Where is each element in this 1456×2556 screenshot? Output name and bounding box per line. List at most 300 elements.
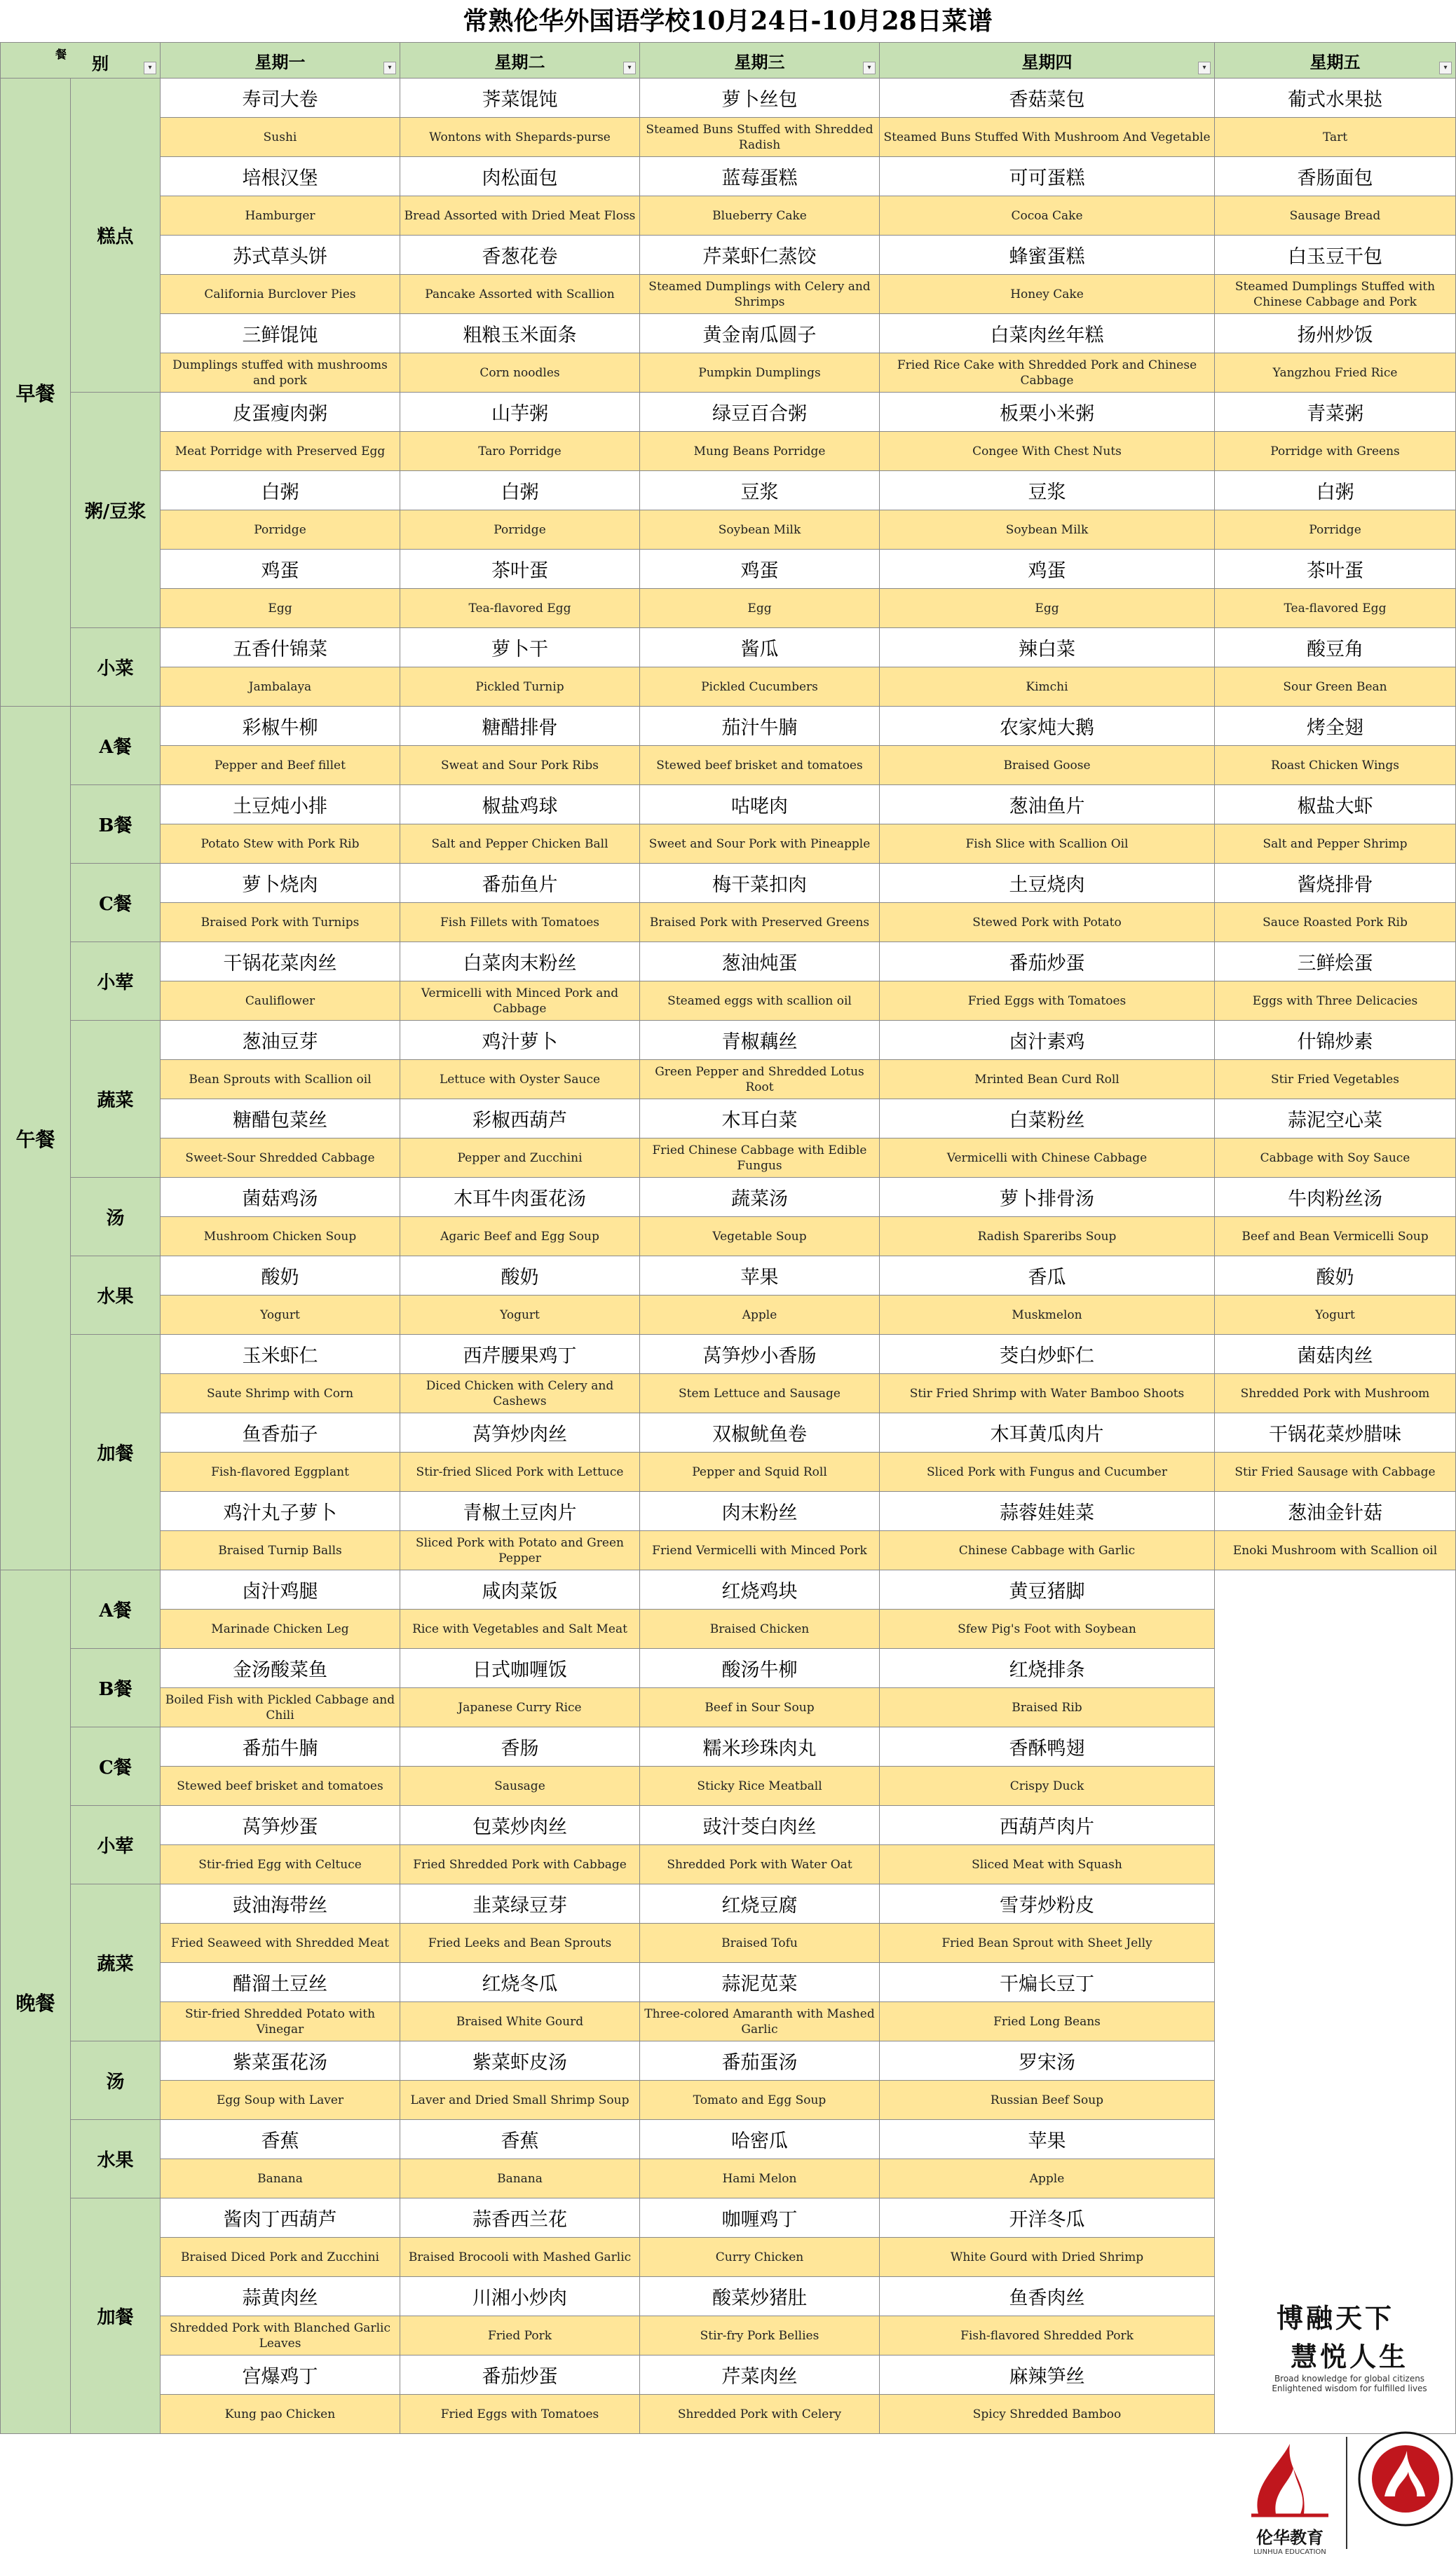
dish-cn: 莴笋炒小香肠: [640, 1335, 880, 1374]
category-text: A餐: [99, 737, 132, 758]
dish-cn: 川湘小炒肉: [400, 2277, 640, 2316]
category-label: [71, 942, 161, 1021]
dish-cn: 哈密瓜: [640, 2120, 880, 2159]
dish-en: Sausage Bread: [1215, 196, 1456, 236]
dish-cn: 荠菜馄饨: [400, 79, 640, 118]
dish-cn: 豆浆: [640, 471, 880, 510]
category-text: 汤: [106, 2072, 125, 2093]
dish-cn: 蒜泥空心菜: [1215, 1099, 1456, 1138]
dish-en: Stir-fried Egg with Celtuce: [161, 1845, 400, 1884]
dish-en: Braised Goose: [880, 746, 1215, 785]
dish-cn: 萝卜干: [400, 628, 640, 667]
dish-en: Yogurt: [400, 1296, 640, 1335]
dish-cn: 皮蛋瘦肉粥: [161, 393, 400, 432]
dish-en: Agaric Beef and Egg Soup: [400, 1217, 640, 1256]
dish-en: Mushroom Chicken Soup: [161, 1217, 400, 1256]
dish-cn: 豆浆: [880, 471, 1215, 510]
dish-en: Shredded Pork with Mushroom: [1215, 1374, 1456, 1413]
dish-en: Porridge: [161, 510, 400, 550]
dish-cn: 鸡汁萝卜: [400, 1021, 640, 1060]
dish-en: Kimchi: [880, 667, 1215, 707]
dish-en: Pepper and Zucchini: [400, 1138, 640, 1178]
dish-en: Fish-flavored Shredded Pork: [880, 2316, 1215, 2356]
menu-row: [1, 667, 1456, 707]
dish-en: Fried Seaweed with Shredded Meat: [161, 1924, 400, 1963]
menu-row: [1, 1296, 1456, 1335]
dish-cn: 白粥: [161, 471, 400, 510]
dish-en: Sticky Rice Meatball: [640, 1767, 880, 1806]
slogan-en-2: Enlightened wisdom for fulfilled lives: [1272, 2383, 1427, 2393]
dish-cn: 卤汁鸡腿: [161, 1570, 400, 1610]
dish-cn: 辣白菜: [880, 628, 1215, 667]
dish-en: Braised Brocooli with Mashed Garlic: [400, 2238, 640, 2277]
menu-row: [1, 236, 1456, 275]
header-day-label: 星期三: [734, 51, 785, 72]
dish-cn: 蒜泥苋菜: [640, 1963, 880, 2002]
dish-cn: 菌菇鸡汤: [161, 1178, 400, 1217]
dish-cn: 白粥: [1215, 471, 1456, 510]
filter-dropdown-icon[interactable]: ▾: [863, 62, 876, 74]
header-day: [1215, 43, 1456, 79]
dish-cn: 五香什锦菜: [161, 628, 400, 667]
category-label: [71, 785, 161, 864]
dish-en: Pickled Cucumbers: [640, 667, 880, 707]
dish-en: Steamed eggs with scallion oil: [640, 981, 880, 1021]
header-day-label: 星期一: [254, 51, 306, 72]
logo-en: LUNHUA EDUCATION: [1253, 2548, 1326, 2556]
dish-en: Meat Porridge with Preserved Egg: [161, 432, 400, 471]
dish-en: Rice with Vegetables and Salt Meat: [400, 1610, 640, 1649]
dish-en: Beef and Bean Vermicelli Soup: [1215, 1217, 1456, 1256]
dish-en: Cocoa Cake: [880, 196, 1215, 236]
category-text: 蔬菜: [97, 1090, 134, 1111]
dish-cn: 土豆烧肉: [880, 864, 1215, 903]
dish-cn: 葱油鱼片: [880, 785, 1215, 824]
dish-en: Sfew Pig's Foot with Soybean: [880, 1610, 1215, 1649]
dish-en: Shredded Pork with Blanched Garlic Leaves: [161, 2316, 400, 2356]
dish-cn: 萝卜烧肉: [161, 864, 400, 903]
dish-en: Fish Fillets with Tomatoes: [400, 903, 640, 942]
menu-row: [1, 1178, 1456, 1217]
category-text: 水果: [97, 1286, 134, 1307]
menu-row: [1, 79, 1456, 118]
dish-en: Shredded Pork with Celery: [640, 2395, 880, 2434]
menu-row: [1, 1099, 1456, 1138]
dish-en: Apple: [640, 1296, 880, 1335]
dish-en: Egg: [640, 589, 880, 628]
dish-en: Mrinted Bean Curd Roll: [880, 1060, 1215, 1099]
category-text: 加餐: [97, 1443, 134, 1464]
dish-en: Cabbage with Soy Sauce: [1215, 1138, 1456, 1178]
menu-row: [1, 1374, 1456, 1413]
menu-row: [1, 471, 1456, 510]
dish-en: Radish Spareribs Soup: [880, 1217, 1215, 1256]
menu-row: [1, 157, 1456, 196]
dish-cn: 双椒鱿鱼卷: [640, 1413, 880, 1453]
dish-en: Apple: [880, 2159, 1215, 2198]
dish-en: Curry Chicken: [640, 2238, 880, 2277]
dish-cn: 白玉豆干包: [1215, 236, 1456, 275]
filter-dropdown-icon[interactable]: ▾: [1198, 62, 1211, 74]
dish-en: Stir Fried Vegetables: [1215, 1060, 1456, 1099]
header-meal-type: [1, 43, 161, 79]
dish-en: Fried Chinese Cabbage with Edible Fungus: [640, 1138, 880, 1178]
dish-en: Crispy Duck: [880, 1767, 1215, 1806]
dish-en: Stir Fried Shrimp with Water Bamboo Shoots: [880, 1374, 1215, 1413]
dish-cn: 培根汉堡: [161, 157, 400, 196]
lunhua-logo: [1237, 2437, 1342, 2556]
menu-row: [1, 1138, 1456, 1178]
dish-en: Sweet-Sour Shredded Cabbage: [161, 1138, 400, 1178]
dish-en: Egg Soup with Laver: [161, 2081, 400, 2120]
dish-cn: 三鲜烩蛋: [1215, 942, 1456, 981]
dish-cn: 茄汁牛腩: [640, 707, 880, 746]
dish-en: Pickled Turnip: [400, 667, 640, 707]
dish-cn: 绿豆百合粥: [640, 393, 880, 432]
dish-en: Salt and Pepper Shrimp: [1215, 824, 1456, 864]
header-day: [400, 43, 640, 79]
dish-cn: 开洋冬瓜: [880, 2198, 1215, 2238]
dish-cn: 酱肉丁西葫芦: [161, 2198, 400, 2238]
dish-cn: 咕咾肉: [640, 785, 880, 824]
dish-en: Blueberry Cake: [640, 196, 880, 236]
dish-en: Mung Beans Porridge: [640, 432, 880, 471]
dish-cn: 白菜肉末粉丝: [400, 942, 640, 981]
dish-en: California Burclover Pies: [161, 275, 400, 314]
dish-cn: 香酥鸭翅: [880, 1727, 1215, 1767]
dish-cn: 黄金南瓜圆子: [640, 314, 880, 353]
dish-en: Yogurt: [1215, 1296, 1456, 1335]
dish-cn: 寿司大卷: [161, 79, 400, 118]
dish-en: Sliced Meat with Squash: [880, 1845, 1215, 1884]
dish-en: Egg: [161, 589, 400, 628]
dish-en: Tomato and Egg Soup: [640, 2081, 880, 2120]
dish-cn: 什锦炒素: [1215, 1021, 1456, 1060]
dish-cn: 土豆炖小排: [161, 785, 400, 824]
dish-en: Fried Eggs with Tomatoes: [400, 2395, 640, 2434]
dish-cn: 红烧排条: [880, 1649, 1215, 1688]
dish-cn: 彩椒牛柳: [161, 707, 400, 746]
dish-cn: 鸡蛋: [640, 550, 880, 589]
dish-cn: 糖醋排骨: [400, 707, 640, 746]
menu-row: [1, 314, 1456, 353]
category-text: B餐: [98, 1679, 132, 1700]
dish-en: Yogurt: [161, 1296, 400, 1335]
dish-cn: 茶叶蛋: [400, 550, 640, 589]
dish-en: Vegetable Soup: [640, 1217, 880, 1256]
dish-en: Yangzhou Fried Rice: [1215, 353, 1456, 393]
dish-en: Steamed Buns Stuffed With Mushroom And Vegetable: [880, 118, 1215, 157]
dish-cn: 苹果: [640, 1256, 880, 1296]
menu-row: [1, 1453, 1456, 1492]
dish-cn: 酸奶: [1215, 1256, 1456, 1296]
dish-cn: 彩椒西葫芦: [400, 1099, 640, 1138]
menu-row: [1, 1335, 1456, 1374]
dish-en: Sausage: [400, 1767, 640, 1806]
dish-cn: 芹菜虾仁蒸饺: [640, 236, 880, 275]
dish-cn: 豉油海带丝: [161, 1884, 400, 1924]
dish-en: Fried Bean Sprout with Sheet Jelly: [880, 1924, 1215, 1963]
dish-en: Porridge: [400, 510, 640, 550]
menu-row: [1, 981, 1456, 1021]
slogan-en-1: Broad knowledge for global citizens: [1274, 2373, 1425, 2384]
dish-cn: 粗粮玉米面条: [400, 314, 640, 353]
dish-cn: 菌菇肉丝: [1215, 1335, 1456, 1374]
dish-en: Stir-fry Pork Bellies: [640, 2316, 880, 2356]
dish-en: Friend Vermicelli with Minced Pork: [640, 1531, 880, 1570]
dish-cn: 酸汤牛柳: [640, 1649, 880, 1688]
dish-cn: 金汤酸菜鱼: [161, 1649, 400, 1688]
dish-en: Braised Diced Pork and Zucchini: [161, 2238, 400, 2277]
dish-en: Tea-flavored Egg: [1215, 589, 1456, 628]
dish-en: Banana: [161, 2159, 400, 2198]
menu-row: [1, 1570, 1456, 1610]
dish-en: Fried Rice Cake with Shredded Pork and Chinese Cabbage: [880, 353, 1215, 393]
dish-en: Kung pao Chicken: [161, 2395, 400, 2434]
dish-cn: 鱼香茄子: [161, 1413, 400, 1453]
dish-en: Fried Eggs with Tomatoes: [880, 981, 1215, 1021]
dish-en: Marinade Chicken Leg: [161, 1610, 400, 1649]
dish-cn: 木耳黄瓜肉片: [880, 1413, 1215, 1453]
dish-en: Fried Leeks and Bean Sprouts: [400, 1924, 640, 1963]
dish-cn: 红烧鸡块: [640, 1570, 880, 1610]
dish-cn: 酸豆角: [1215, 628, 1456, 667]
dish-en: Sweat and Sour Pork Ribs: [400, 746, 640, 785]
dish-cn: 木耳牛肉蛋花汤: [400, 1178, 640, 1217]
header-day: [640, 43, 880, 79]
dish-cn: 肉松面包: [400, 157, 640, 196]
meal-text: 早餐: [15, 381, 55, 405]
dish-cn: 糖醋包菜丝: [161, 1099, 400, 1138]
dish-cn: 苹果: [880, 2120, 1215, 2159]
category-label: [71, 2198, 161, 2434]
dish-cn: 紫菜虾皮汤: [400, 2041, 640, 2081]
menu-row: [1, 746, 1456, 785]
menu-row: [1, 942, 1456, 981]
slogan: [1230, 2297, 1441, 2393]
dish-cn: 蒜黄肉丝: [161, 2277, 400, 2316]
dish-cn: 酱瓜: [640, 628, 880, 667]
dish-en: Braised Chicken: [640, 1610, 880, 1649]
dish-en: Three-colored Amaranth with Mashed Garlic: [640, 2002, 880, 2041]
dish-en: Vermicelli with Minced Pork and Cabbage: [400, 981, 640, 1021]
category-label: [71, 1884, 161, 2041]
dish-cn: 香蕉: [400, 2120, 640, 2159]
dish-en: Stir-fried Shredded Potato with Vinegar: [161, 2002, 400, 2041]
dish-cn: 农家炖大鹅: [880, 707, 1215, 746]
slogan-line-2: 慧悦人生: [1290, 2340, 1408, 2372]
dish-cn: 鸡蛋: [880, 550, 1215, 589]
dish-en: Muskmelon: [880, 1296, 1215, 1335]
dish-cn: 肉末粉丝: [640, 1492, 880, 1531]
category-label: [71, 1256, 161, 1335]
dish-en: Roast Chicken Wings: [1215, 746, 1456, 785]
dish-cn: 烤全翅: [1215, 707, 1456, 746]
dish-en: Pumpkin Dumplings: [640, 353, 880, 393]
dish-en: White Gourd with Dried Shrimp: [880, 2238, 1215, 2277]
dish-cn: 青椒藕丝: [640, 1021, 880, 1060]
dish-cn: 醋溜土豆丝: [161, 1963, 400, 2002]
dish-cn: 蓝莓蛋糕: [640, 157, 880, 196]
dish-cn: 板栗小米粥: [880, 393, 1215, 432]
dish-en: Soybean Milk: [880, 510, 1215, 550]
meal-label: [1, 1570, 71, 2434]
category-label: [71, 707, 161, 785]
dish-cn: 椒盐大虾: [1215, 785, 1456, 824]
dish-cn: 干锅花菜炒腊味: [1215, 1413, 1456, 1453]
filter-dropdown-icon[interactable]: ▾: [1439, 62, 1452, 74]
category-text: C餐: [99, 894, 132, 915]
dish-en: Braised White Gourd: [400, 2002, 640, 2041]
header-label: 餐: [55, 48, 67, 61]
category-label: [71, 1178, 161, 1256]
dish-en: Lettuce with Oyster Sauce: [400, 1060, 640, 1099]
dish-en: Braised Pork with Preserved Greens: [640, 903, 880, 942]
dish-en: Steamed Dumplings Stuffed with Chinese Cabbage and Pork: [1215, 275, 1456, 314]
dish-cn: 苏式草头饼: [161, 236, 400, 275]
filter-dropdown-icon[interactable]: ▾: [144, 62, 156, 74]
dish-en: Russian Beef Soup: [880, 2081, 1215, 2120]
category-text: 蔬菜: [97, 1954, 134, 1975]
dish-en: Laver and Dried Small Shrimp Soup: [400, 2081, 640, 2120]
dish-cn: 葱油金针菇: [1215, 1492, 1456, 1531]
logo-divider: [1346, 2437, 1347, 2549]
menu-row: [1, 785, 1456, 824]
category-label: [71, 628, 161, 707]
dish-cn: 番茄蛋汤: [640, 2041, 880, 2081]
menu-table: [0, 42, 1456, 2556]
dish-cn: 西葫芦肉片: [880, 1806, 1215, 1845]
dish-cn: 番茄牛腩: [161, 1727, 400, 1767]
dish-cn: 芹菜肉丝: [640, 2356, 880, 2395]
dish-cn: 木耳白菜: [640, 1099, 880, 1138]
category-text: 加餐: [97, 2307, 134, 2328]
filter-dropdown-icon[interactable]: ▾: [623, 62, 636, 74]
dish-en: Hamburger: [161, 196, 400, 236]
dish-cn: 黄豆猪脚: [880, 1570, 1215, 1610]
dish-en: Braised Turnip Balls: [161, 1531, 400, 1570]
dish-en: Sour Green Bean: [1215, 667, 1456, 707]
dish-en: Pepper and Beef fillet: [161, 746, 400, 785]
dish-en: Green Pepper and Shredded Lotus Root: [640, 1060, 880, 1099]
dish-cn: 番茄炒蛋: [400, 2356, 640, 2395]
menu-row: [1, 628, 1456, 667]
dish-cn: 咖喱鸡丁: [640, 2198, 880, 2238]
dish-cn: 鸡蛋: [161, 550, 400, 589]
dish-cn: 萝卜排骨汤: [880, 1178, 1215, 1217]
category-label: [71, 79, 161, 393]
dish-en: Hami Melon: [640, 2159, 880, 2198]
menu-row: [1, 589, 1456, 628]
dish-cn: 韭菜绿豆芽: [400, 1884, 640, 1924]
dish-en: Chinese Cabbage with Garlic: [880, 1531, 1215, 1570]
dish-en: Porridge with Greens: [1215, 432, 1456, 471]
logo-cn: 伦华教育: [1256, 2527, 1324, 2548]
dish-en: Saute Shrimp with Corn: [161, 1374, 400, 1413]
dish-cn: 蒜香西兰花: [400, 2198, 640, 2238]
dish-en: Potato Stew with Pork Rib: [161, 824, 400, 864]
dish-en: Beef in Sour Soup: [640, 1688, 880, 1727]
category-label: [71, 1727, 161, 1806]
menu-row: [1, 864, 1456, 903]
category-label: [71, 1806, 161, 1884]
dish-en: Bread Assorted with Dried Meat Floss: [400, 196, 640, 236]
dish-en: Jambalaya: [161, 667, 400, 707]
category-text: 水果: [97, 2150, 134, 2171]
filter-dropdown-icon[interactable]: ▾: [383, 62, 396, 74]
dish-cn: 葱油炖蛋: [640, 942, 880, 981]
menu-row: [1, 903, 1456, 942]
category-label: [71, 2120, 161, 2198]
dish-en: Sushi: [161, 118, 400, 157]
menu-row: [1, 1531, 1456, 1570]
dish-cn: 酸菜炒猪肚: [640, 2277, 880, 2316]
dish-cn: 鱼香肉丝: [880, 2277, 1215, 2316]
dish-en: Fried Pork: [400, 2316, 640, 2356]
menu-row: [1, 1217, 1456, 1256]
dish-cn: 宫爆鸡丁: [161, 2356, 400, 2395]
dish-en: Stewed Pork with Potato: [880, 903, 1215, 942]
dish-cn: 香瓜: [880, 1256, 1215, 1296]
dish-en: Sauce Roasted Pork Rib: [1215, 903, 1456, 942]
dish-en: Wontons with Shepards-purse: [400, 118, 640, 157]
category-text: C餐: [99, 1758, 132, 1779]
menu-row: [1, 824, 1456, 864]
dish-en: Enoki Mushroom with Scallion oil: [1215, 1531, 1456, 1570]
menu-row: [1, 1060, 1456, 1099]
dish-cn: 青椒土豆肉片: [400, 1492, 640, 1531]
dish-cn: 茭白炒虾仁: [880, 1335, 1215, 1374]
category-label: [71, 1570, 161, 1649]
dish-en: Salt and Pepper Chicken Ball: [400, 824, 640, 864]
header-row: [1, 43, 1456, 79]
dish-cn: 蜂蜜蛋糕: [880, 236, 1215, 275]
dish-en: Pepper and Squid Roll: [640, 1453, 880, 1492]
flame-logo-icon: [1237, 2437, 1342, 2521]
meal-label: [1, 79, 71, 707]
dish-cn: 扬州炒饭: [1215, 314, 1456, 353]
dish-en: Stir-fried Sliced Pork with Lettuce: [400, 1453, 640, 1492]
category-label: [71, 1021, 161, 1178]
dish-en: Taro Porridge: [400, 432, 640, 471]
dish-en: Stewed beef brisket and tomatoes: [640, 746, 880, 785]
dish-cn: 香蕉: [161, 2120, 400, 2159]
dish-en: Steamed Buns Stuffed with Shredded Radish: [640, 118, 880, 157]
dish-en: Porridge: [1215, 510, 1456, 550]
slogan-line-1: 博融天下: [1276, 2302, 1394, 2334]
dish-en: Fried Long Beans: [880, 2002, 1215, 2041]
dish-cn: 香肠: [400, 1727, 640, 1767]
dish-cn: 香肠面包: [1215, 157, 1456, 196]
dish-cn: 白菜肉丝年糕: [880, 314, 1215, 353]
dish-en: Dumplings stuffed with mushrooms and pork: [161, 353, 400, 393]
meal-text: 晚餐: [15, 1991, 55, 2015]
category-text: 汤: [106, 1208, 125, 1229]
dish-en: Sliced Pork with Fungus and Cucumber: [880, 1453, 1215, 1492]
dish-en: Boiled Fish with Pickled Cabbage and Chili: [161, 1688, 400, 1727]
meal-text: 午餐: [15, 1127, 55, 1151]
dish-cn: 雪芽炒粉皮: [880, 1884, 1215, 1924]
header-day-label: 星期二: [494, 51, 545, 72]
dish-cn: 玉米虾仁: [161, 1335, 400, 1374]
category-label: [71, 393, 161, 628]
dish-cn: 糯米珍珠肉丸: [640, 1727, 880, 1767]
page-title: 常熟伦华外国语学校10月24日-10月28日菜谱: [463, 6, 993, 36]
dish-cn: 包菜炒肉丝: [400, 1806, 640, 1845]
dish-cn: 咸肉菜饭: [400, 1570, 640, 1610]
dish-en: Banana: [400, 2159, 640, 2198]
dish-cn: 山芋粥: [400, 393, 640, 432]
